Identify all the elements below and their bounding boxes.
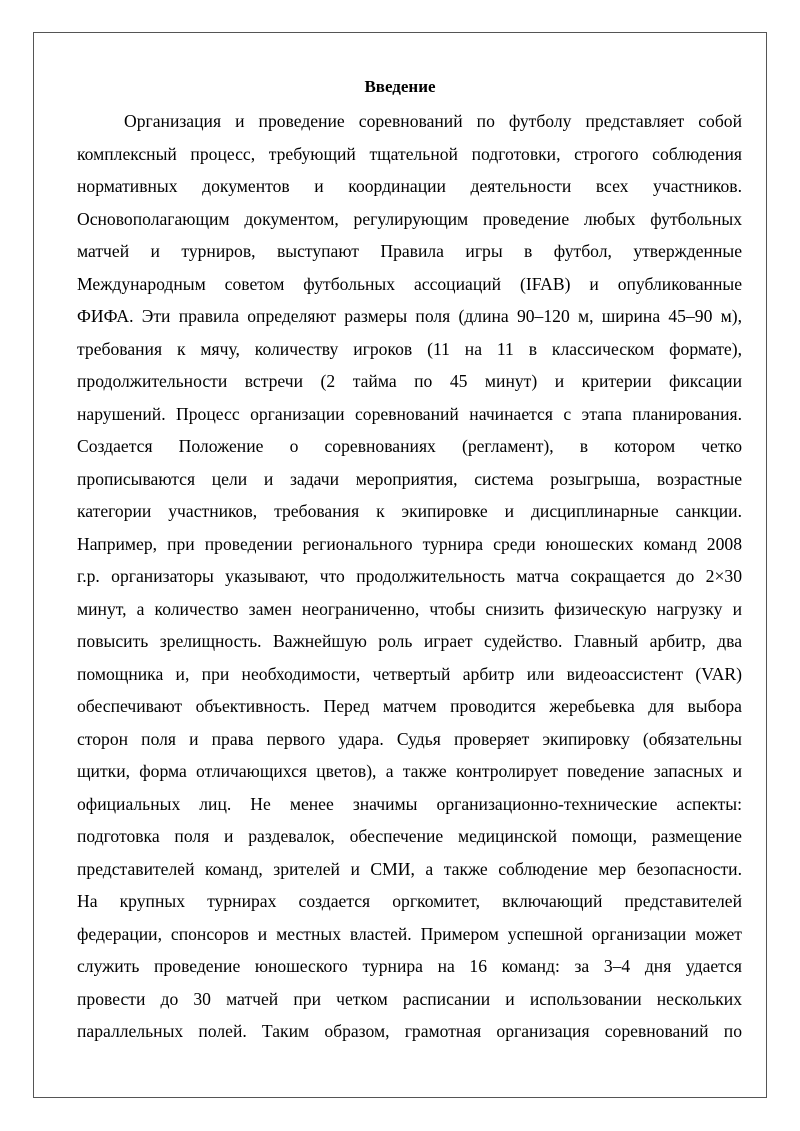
body-line: помощника и, при необходимости, четвертый арбитр или видеоассистент (VAR): [77, 663, 742, 684]
body-line: матчей и турниров, выступают Правила игры в футбол, утвержденные: [77, 241, 742, 261]
body-line: На крупных турнирах создается оргкомитет, включающий представителей: [77, 891, 742, 911]
body-line: категории участников, требования к экипировке и дисциплинарные санкции.: [77, 501, 742, 521]
body-line: комплексный процесс, требующий тщательной подготовки, строгого соблюдения: [77, 143, 742, 164]
body-line: требования к мячу, количеству игроков (11 на 11 в классическом формате),: [77, 338, 742, 359]
body-line: Например, при проведении регионального турнира среди юношеских команд 2008: [77, 533, 742, 554]
body-line: Создается Положение о соревнованиях (регламент), в котором четко: [77, 436, 742, 456]
body-line: федерации, спонсоров и местных властей. Примером успешной организации может: [77, 923, 742, 944]
body-line: щитки, форма отличающихся цветов), а также контролирует поведение запасных и: [77, 761, 742, 781]
body-line: подготовка поля и раздевалок, обеспечение медицинской помощи, размещение: [77, 826, 742, 846]
body-line: Организация и проведение соревнований по футболу представляет собой: [124, 111, 742, 131]
body-line: прописываются цели и задачи мероприятия, система розыгрыша, возрастные: [77, 468, 742, 489]
body-line: продолжительности встречи (2 тайма по 45 минут) и критерии фиксации: [77, 371, 742, 391]
body-line: Международным советом футбольных ассоциаций (IFAB) и опубликованные: [77, 273, 742, 294]
body-line: г.р. организаторы указывают, что продолжительность матча сокращается до 2×30: [77, 566, 742, 586]
document-body: [77, 108, 742, 1051]
body-line: нарушений. Процесс организации соревнований начинается с этапа планирования.: [77, 403, 742, 424]
body-line: параллельных полей. Таким образом, грамотная организация соревнований по: [77, 1021, 742, 1041]
body-line: Основополагающим документом, регулирующим проведение любых футбольных: [77, 208, 742, 229]
body-line: минут, а количество замен неограниченно, чтобы снизить физическую нагрузку и: [77, 598, 742, 619]
body-line: сторон поля и права первого удара. Судья проверяет экипировку (обязательны: [77, 728, 742, 749]
body-line: служить проведение юношеского турнира на 16 команд: за 3–4 дня удается: [77, 956, 742, 976]
body-line: обеспечивают объективность. Перед матчем проводится жеребьевка для выбора: [77, 696, 742, 716]
body-line: повысить зрелищность. Важнейшую роль играет судейство. Главный арбитр, два: [77, 631, 742, 651]
body-line: нормативных документов и координации деятельности всех участников.: [77, 176, 742, 196]
body-line: официальных лиц. Не менее значимы организационно-технические аспекты:: [77, 793, 742, 814]
document-title: Введение: [364, 77, 436, 96]
body-line: ФИФА. Эти правила определяют размеры поля (длина 90–120 м, ширина 45–90 м),: [77, 306, 742, 326]
body-line: представителей команд, зрителей и СМИ, а также соблюдение мер безопасности.: [77, 858, 742, 879]
body-line: провести до 30 матчей при четком расписании и использовании нескольких: [77, 988, 742, 1009]
